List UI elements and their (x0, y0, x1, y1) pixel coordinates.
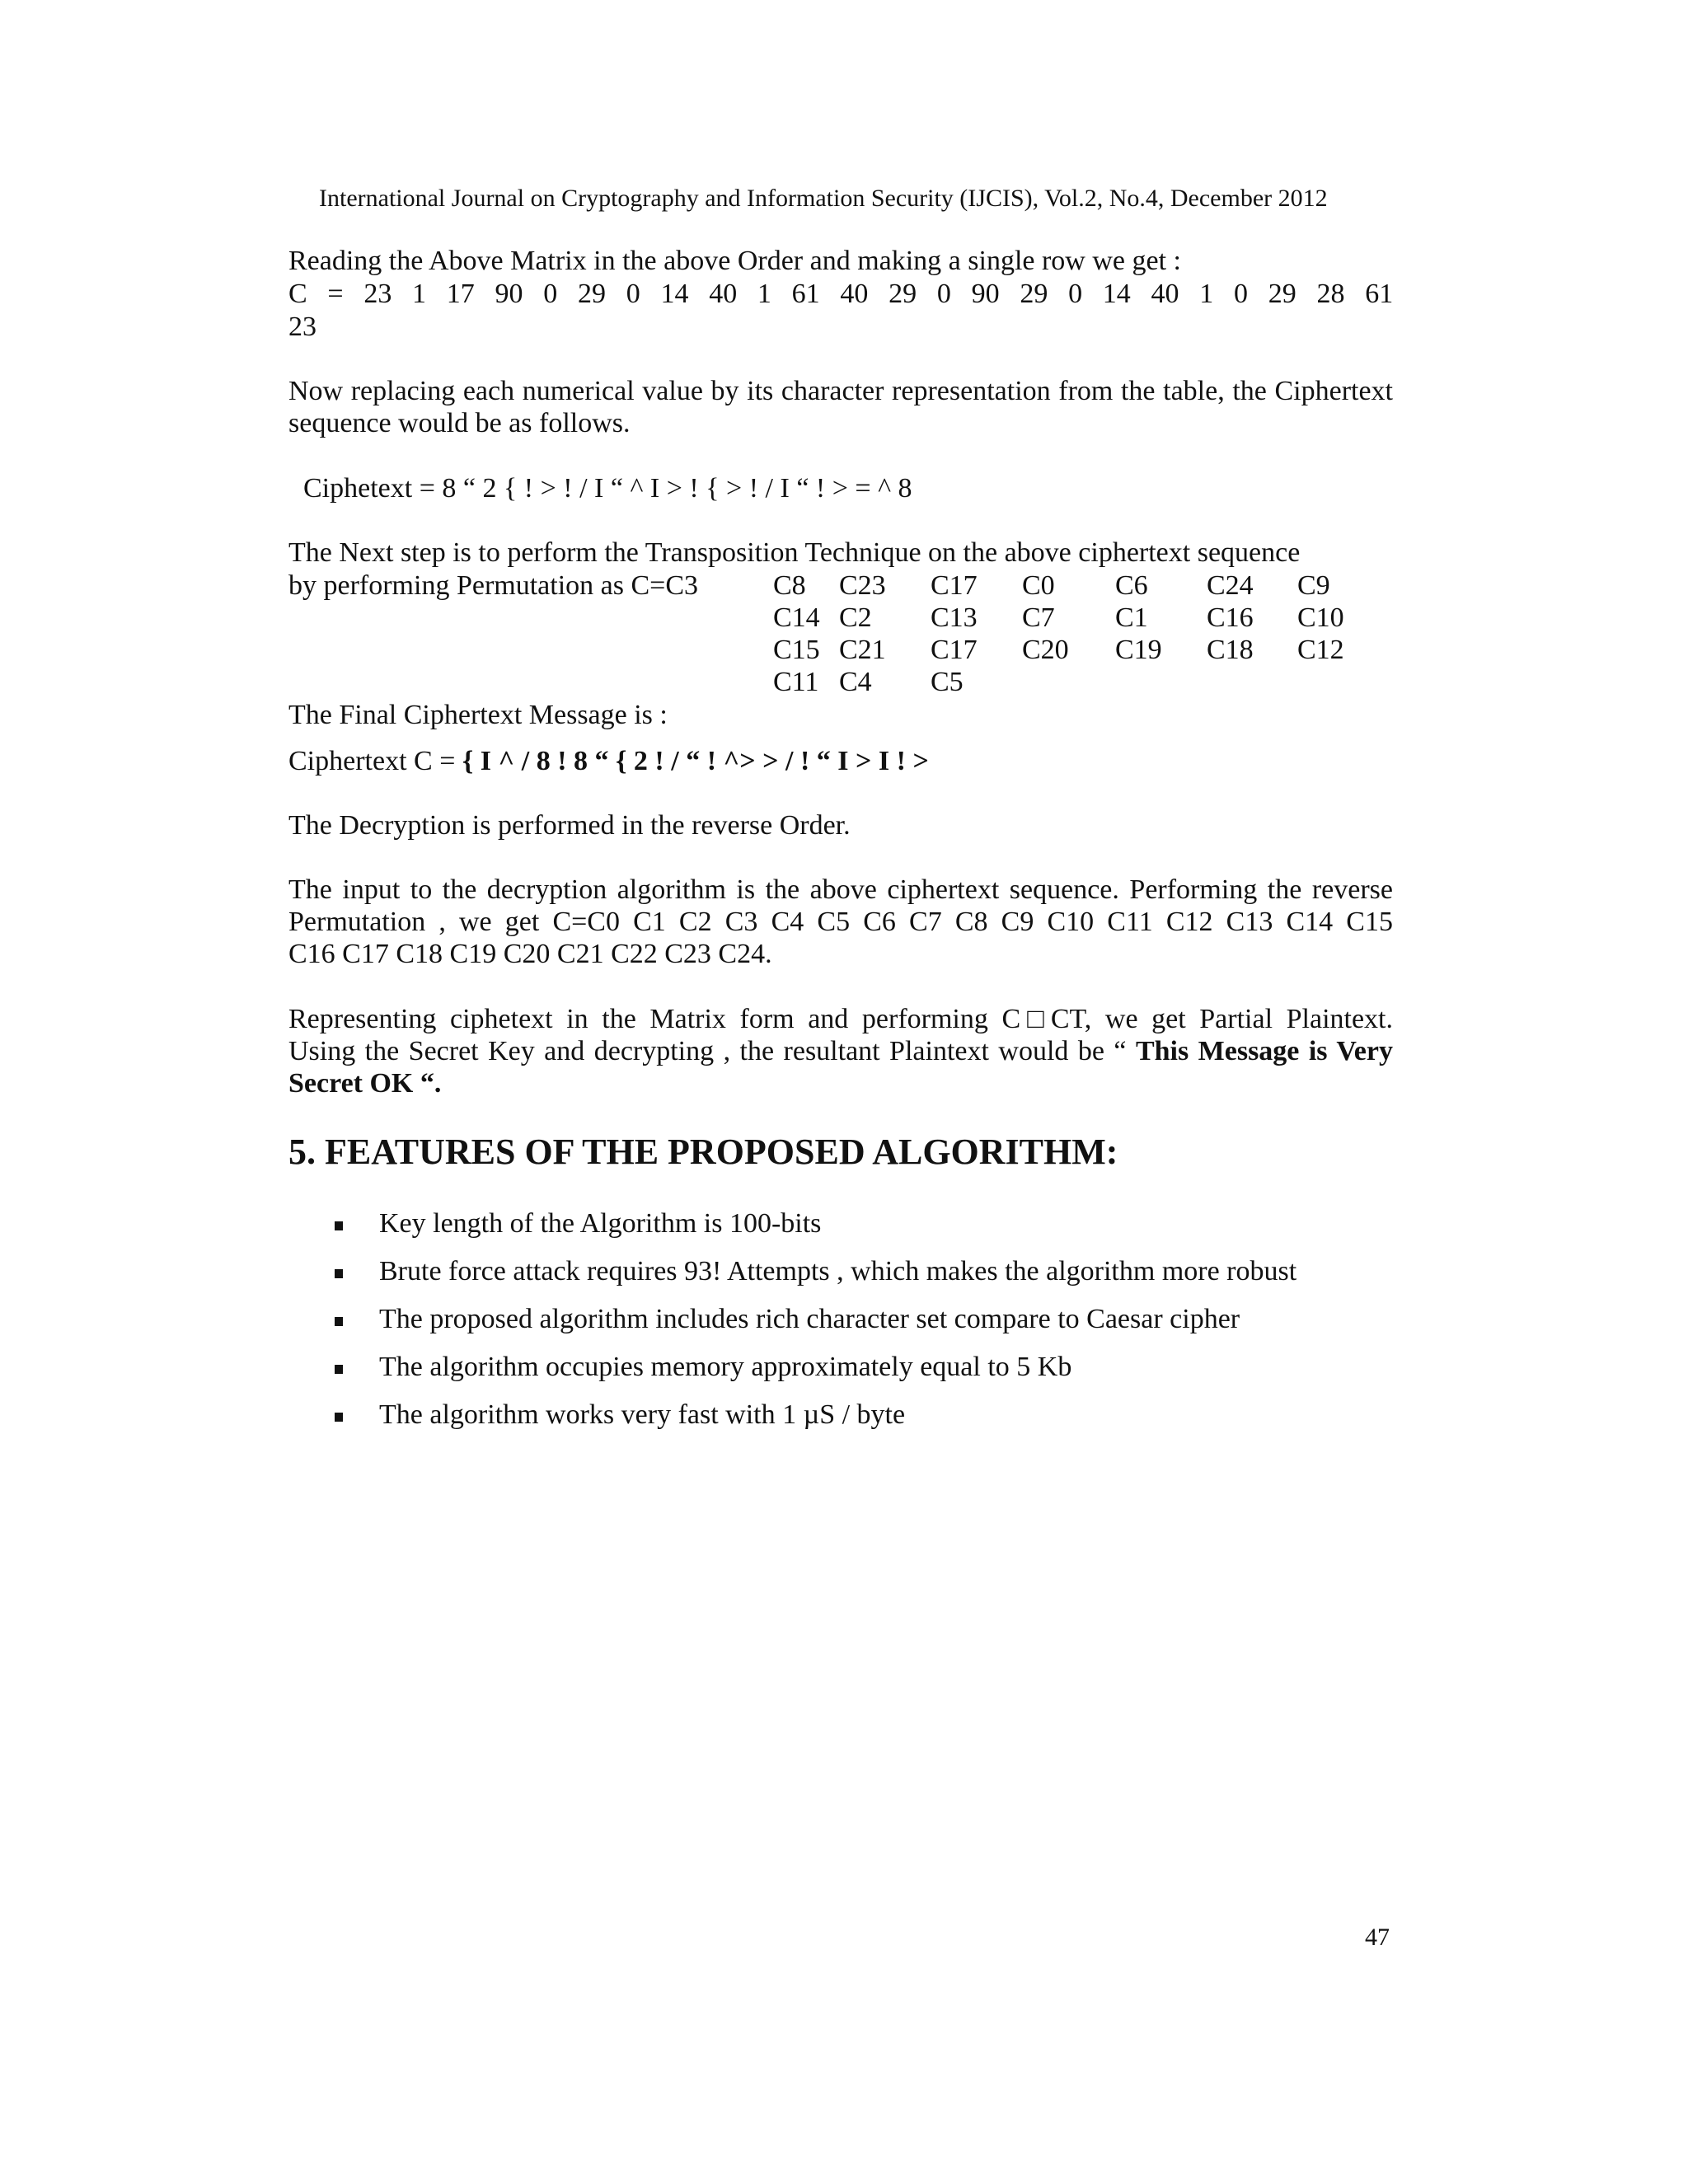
final-ciphertext-line (288, 746, 929, 777)
running-header: International Journal on Cryptography and Information Security (IJCIS), Vol.2, No.4, December 2012 (319, 185, 1328, 212)
sequence-number: 28 (1316, 279, 1345, 309)
sequence-number: 0 (543, 279, 558, 309)
sequence-number: 17 (446, 279, 475, 309)
permutation-cell: C4 (839, 667, 872, 697)
decryption-input-line-1: The input to the decryption algorithm is the above ciphertext sequence. Performing the reverse (288, 874, 1393, 905)
sequence-number: 1 (412, 279, 427, 309)
sequence-number: 0 (1234, 279, 1248, 309)
representing-line-1: Representing ciphetext in the Matrix form and performing C□CT, we get Partial Plaintext. (288, 1004, 1393, 1034)
sequence-number: 61 (1365, 279, 1394, 309)
sequence-prefix: C = (288, 279, 364, 309)
replacement-line-2: sequence would be as follows. (288, 408, 631, 438)
permutation-cell: C24 (1207, 570, 1254, 601)
feature-text: The proposed algorithm includes rich character set compare to Caesar cipher (379, 1304, 1240, 1334)
permutation-cell: C7 (1022, 602, 1055, 633)
sequence-number: 14 (1102, 279, 1131, 309)
page-number: 47 (1365, 1924, 1390, 1951)
final-message-label: The Final Ciphertext Message is : (288, 700, 668, 730)
replacement-line-1: Now replacing each numerical value by its character representation from the table, the Ciphertext (288, 376, 1393, 406)
final-ciphertext-prefix: Ciphertext C = (288, 746, 462, 776)
square-bullet-icon (335, 1221, 343, 1230)
permutation-cell: C15 (773, 635, 820, 665)
sequence-number: 40 (1151, 279, 1179, 309)
square-bullet-icon (335, 1269, 343, 1278)
sequence-number: 90 (971, 279, 1000, 309)
sequence-number: 29 (1268, 279, 1296, 309)
sequence-number: 29 (889, 279, 917, 309)
permutation-cell: C14 (773, 602, 820, 633)
sequence-number: 29 (1020, 279, 1048, 309)
sequence-number: 0 (626, 279, 640, 309)
permutation-cell: C2 (839, 602, 872, 633)
plaintext-result-end: Secret OK “. (288, 1068, 442, 1099)
permutation-cell: C11 (773, 667, 819, 697)
sequence-number: 29 (577, 279, 606, 309)
permutation-cell: C5 (931, 667, 964, 697)
decryption-input-line-3: C16 C17 C18 C19 C20 C21 C22 C23 C24. (288, 939, 772, 969)
square-bullet-icon (335, 1317, 343, 1326)
permutation-cell: C1 (1115, 602, 1148, 633)
feature-text: Key length of the Algorithm is 100-bits (379, 1208, 822, 1239)
transposition-line-2: by performing Permutation as C=C3 (288, 570, 699, 601)
sequence-number: 90 (495, 279, 523, 309)
permutation-cell: C9 (1297, 570, 1330, 601)
permutation-cell: C12 (1297, 635, 1344, 665)
square-bullet-icon (335, 1413, 343, 1422)
sequence-number: 14 (660, 279, 689, 309)
matrix-reading-intro: Reading the Above Matrix in the above Order and making a single row we get : (288, 246, 1181, 276)
permutation-cell: C19 (1115, 635, 1162, 665)
permutation-cell: C20 (1022, 635, 1069, 665)
square-bullet-icon (335, 1365, 343, 1374)
sequence-number: 0 (1068, 279, 1083, 309)
permutation-cell: C8 (773, 570, 806, 601)
permutation-cell: C10 (1297, 602, 1344, 633)
transposition-line-1: The Next step is to perform the Transposition Technique on the above ciphertext sequence (288, 537, 1301, 568)
sequence-number: 1 (757, 279, 771, 309)
feature-text: The algorithm works very fast with 1 µS / byte (379, 1399, 906, 1430)
feature-text: The algorithm occupies memory approximately equal to 5 Kb (379, 1352, 1072, 1382)
sequence-number: 23 (363, 279, 392, 309)
sequence-number: 40 (840, 279, 869, 309)
permutation-cell: C16 (1207, 602, 1254, 633)
permutation-cell: C13 (931, 602, 978, 633)
representing-line-2-text: Using the Secret Key and decrypting , the resultant Plaintext would be “ (288, 1036, 1136, 1066)
permutation-cell: C18 (1207, 635, 1254, 665)
decryption-input-line-2: Permutation , we get C=C0 C1 C2 C3 C4 C5 C6 C7 C8 C9 C10 C11 C12 C13 C14 C15 (288, 907, 1393, 937)
permutation-cell: C21 (839, 635, 886, 665)
permutation-cell: C6 (1115, 570, 1148, 601)
plaintext-result: This Message is Very (1135, 1036, 1393, 1066)
feature-text: Brute force attack requires 93! Attempts , which makes the algorithm more robust (379, 1256, 1297, 1286)
representing-line-2 (288, 1036, 1393, 1067)
sequence-number: 1 (1199, 279, 1214, 309)
sequence-number: 0 (936, 279, 951, 309)
permutation-cell: C17 (931, 570, 978, 601)
final-ciphertext-value: { I ^ / 8 ! 8 “ { 2 ! / “ ! ^> > / ! “ I > I ! > (462, 746, 929, 776)
sequence-number: 40 (709, 279, 738, 309)
permutation-cell: C0 (1022, 570, 1055, 601)
ciphetext-line: Ciphetext = 8 “ 2 { ! > ! / I “ ^ I > ! { > ! / I “ ! > = ^ 8 (303, 473, 912, 504)
permutation-cell: C17 (931, 635, 978, 665)
sequence-last-number: 23 (288, 312, 316, 342)
permutation-cell: C23 (839, 570, 886, 601)
decryption-order-line: The Decryption is performed in the reverse Order. (288, 810, 851, 841)
cipher-number-sequence (288, 279, 1393, 310)
section-heading: 5. FEATURES OF THE PROPOSED ALGORITHM: (288, 1132, 1118, 1172)
sequence-number: 61 (791, 279, 820, 309)
